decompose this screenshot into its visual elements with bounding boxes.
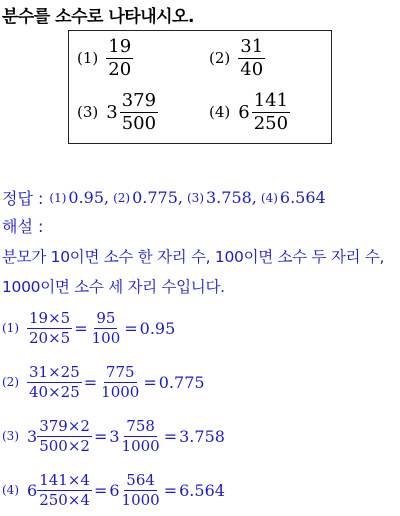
fraction (99, 364, 141, 400)
problem-label: (1) (77, 49, 99, 68)
numerator: 379×2 (39, 417, 90, 435)
explanation-label: 해설 : (2, 217, 44, 236)
answer-label: 정답 : (2, 189, 44, 208)
whole-number: 3 (27, 426, 38, 446)
question-title: 분수를 소수로 나타내시오. (2, 7, 194, 27)
fraction (90, 310, 123, 346)
answer-number: (3) (187, 190, 204, 205)
answer-number: (2) (113, 190, 131, 205)
step-result: 0.95 (139, 318, 176, 338)
numerator: 19 (108, 36, 132, 57)
denominator: 1000 (101, 382, 140, 401)
denominator: 100 (91, 328, 121, 347)
fraction (252, 91, 290, 134)
fraction (27, 310, 72, 346)
numerator: 758 (126, 417, 155, 435)
numerator: 141×4 (39, 471, 90, 489)
denominator: 1000 (121, 490, 160, 509)
denominator: 250×4 (39, 490, 90, 509)
explanation-text: 분모가 10이면 소수 한 자리 수, 100이면 소수 두 자리 수, 1000이면 소수 세 자리 수입니다. (2, 248, 385, 296)
denominator: 250 (253, 112, 289, 134)
answer-value: 3.758, (206, 188, 257, 207)
numerator: 379 (121, 90, 157, 111)
step-result: 6.564 (179, 480, 225, 500)
step-number: (3) (2, 429, 19, 443)
solution-step-1 (2, 310, 175, 346)
solution-step-2 (2, 364, 205, 400)
denominator: 20 (108, 58, 132, 80)
step-number: (1) (2, 321, 19, 335)
equals-sign: = (93, 426, 108, 446)
step-number: (2) (2, 375, 19, 389)
whole-number: 3 (106, 101, 118, 123)
fraction (120, 91, 158, 134)
problem-1 (77, 37, 133, 80)
denominator: 40×25 (29, 382, 80, 401)
equals-sign: = (74, 318, 88, 338)
answer-number: (1) (49, 190, 67, 205)
answer-value: 0.775, (132, 188, 183, 207)
denominator: 500×2 (39, 436, 90, 455)
problem-label: (2) (209, 49, 231, 68)
problem-label: (4) (209, 103, 231, 122)
numerator: 775 (105, 363, 135, 381)
problem-4 (209, 91, 290, 134)
denominator: 20×5 (29, 328, 71, 347)
step-result: 0.775 (158, 372, 205, 392)
fraction (120, 472, 162, 508)
whole-number: 6 (27, 480, 38, 500)
fraction (106, 37, 133, 80)
fraction (27, 364, 82, 400)
answer-value: 0.95, (68, 188, 110, 207)
numerator: 31 (240, 36, 264, 57)
problem-label: (3) (77, 103, 99, 122)
denominator: 1000 (121, 436, 160, 455)
whole-number: 3 (109, 426, 120, 446)
problem-3 (77, 91, 158, 134)
answer-line (2, 186, 330, 209)
numerator: 95 (96, 309, 116, 327)
answer-value: 6.564 (279, 188, 326, 207)
equals-sign: = (93, 480, 108, 500)
whole-number: 6 (109, 480, 120, 500)
whole-number: 6 (238, 101, 250, 123)
equals-sign: = (124, 318, 138, 338)
step-result: 3.758 (179, 426, 225, 446)
equals-sign: = (143, 372, 157, 392)
solution-step-3 (2, 418, 225, 454)
equals-sign: = (163, 480, 178, 500)
denominator: 40 (240, 58, 264, 80)
numerator: 141 (253, 90, 289, 111)
solution-step-4 (2, 472, 225, 508)
problem-box (68, 30, 332, 144)
equals-sign: = (163, 426, 178, 446)
fraction (37, 418, 92, 454)
fraction (37, 472, 92, 508)
equals-sign: = (83, 372, 98, 392)
fraction (120, 418, 162, 454)
denominator: 500 (121, 112, 157, 134)
numerator: 19×5 (29, 309, 71, 327)
answer-number: (4) (260, 190, 278, 205)
step-number: (4) (2, 483, 19, 497)
numerator: 564 (126, 471, 155, 489)
problem-2 (209, 37, 265, 80)
fraction (238, 37, 265, 80)
numerator: 31×25 (29, 363, 80, 381)
